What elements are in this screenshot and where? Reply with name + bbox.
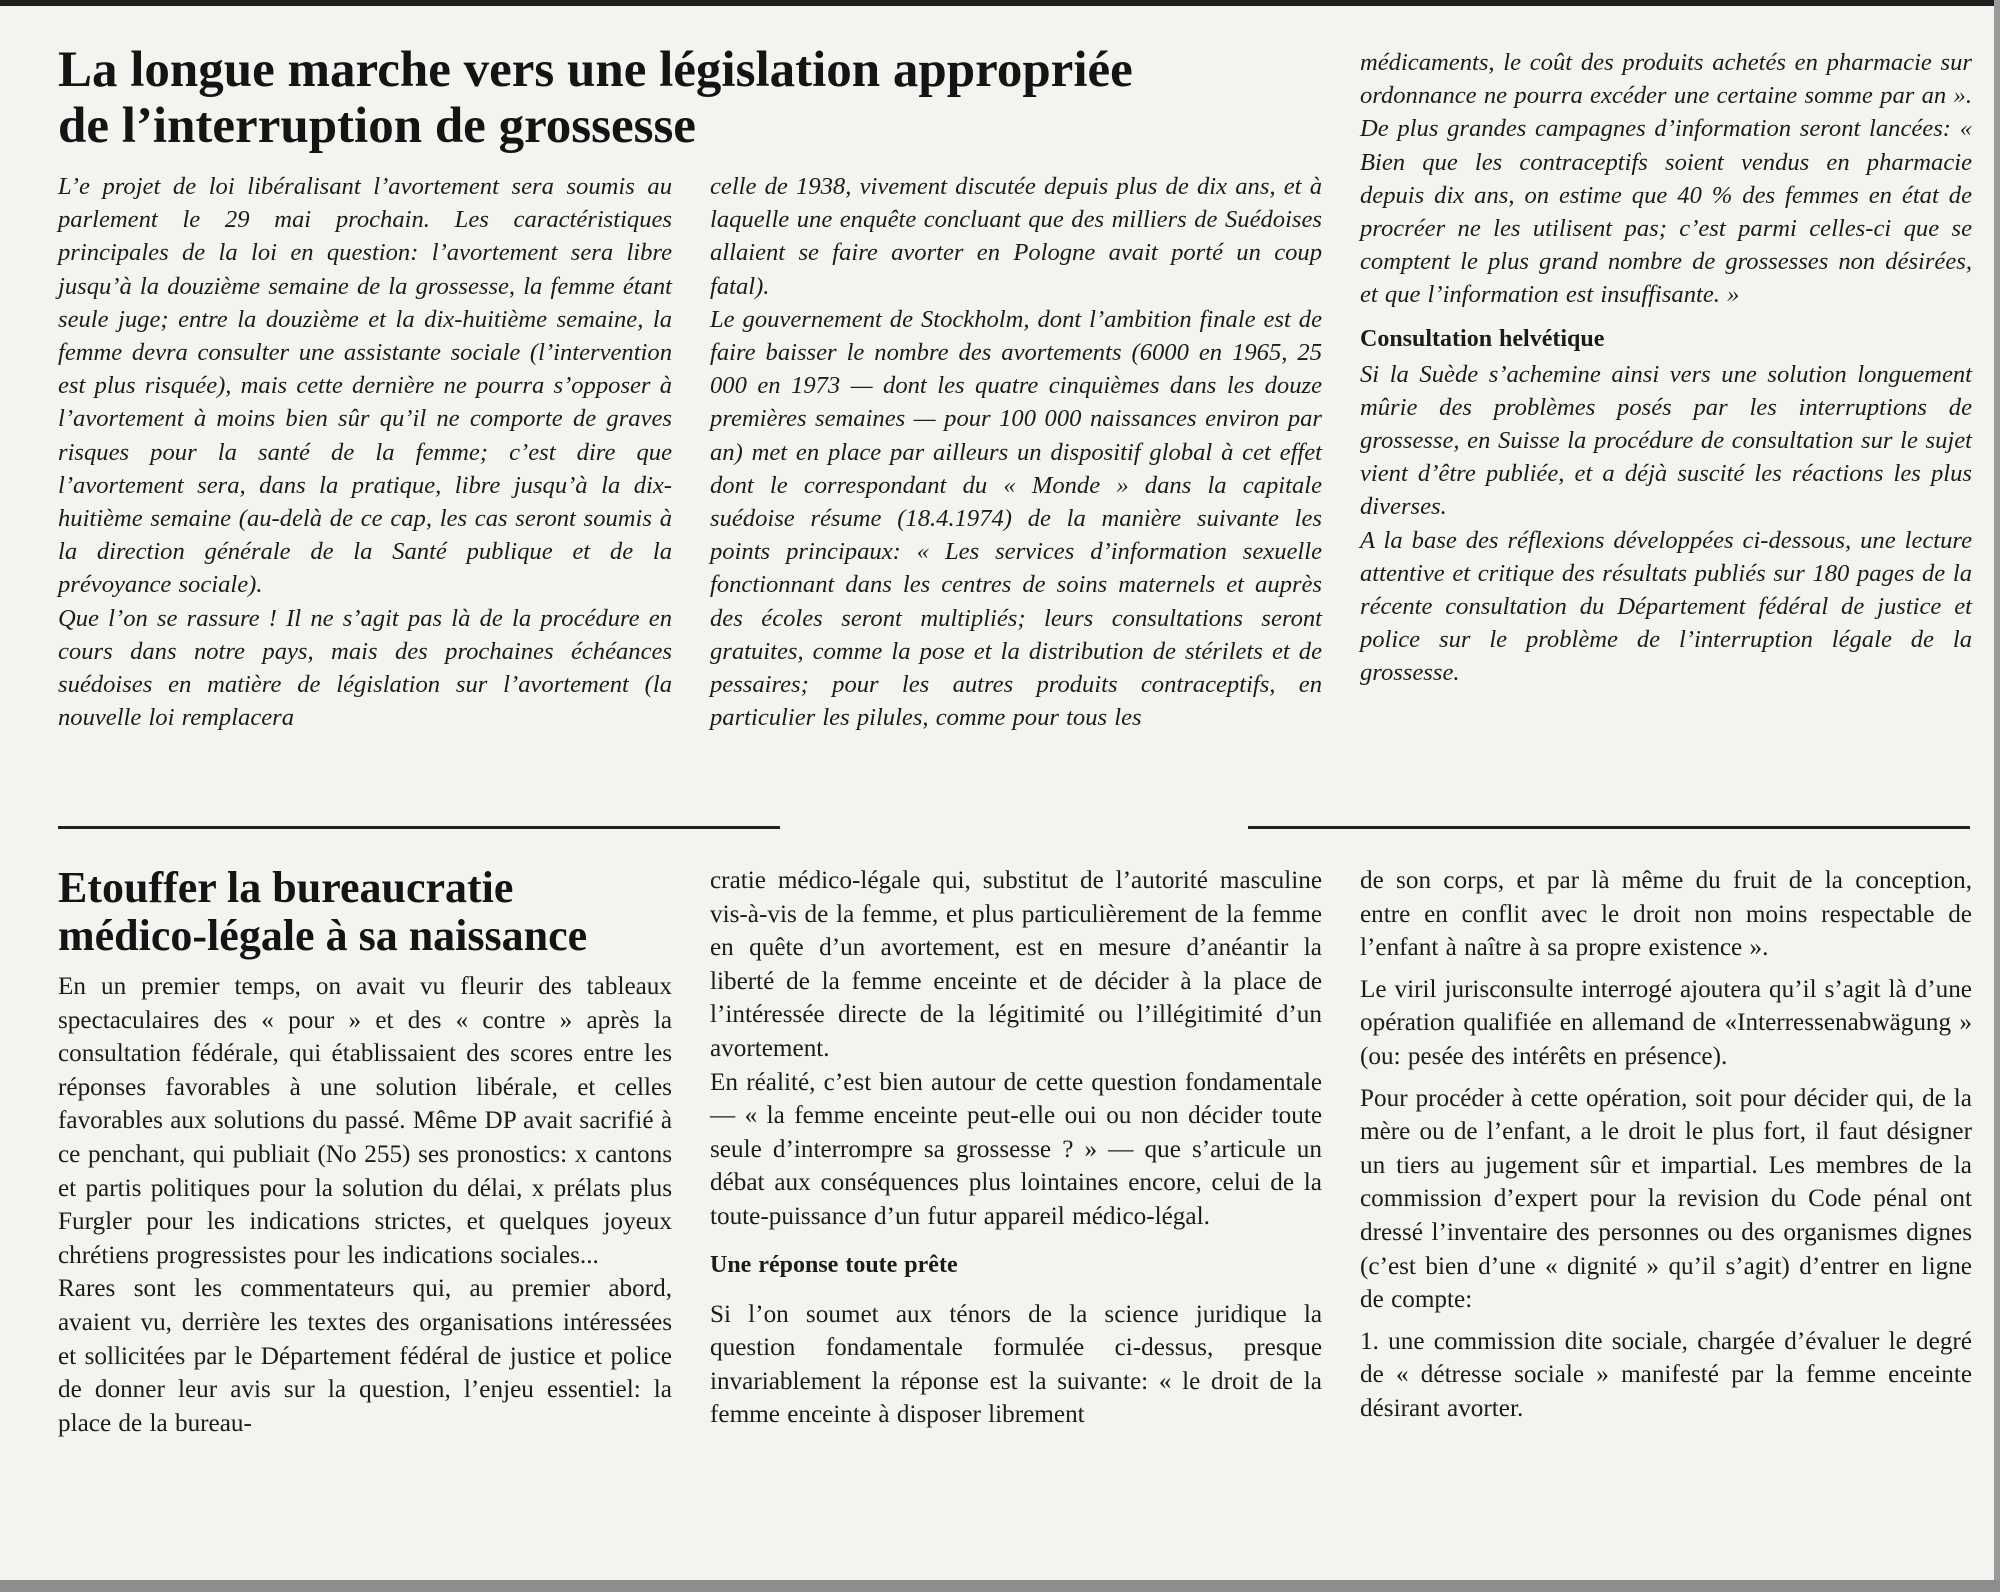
article2-column-2 xyxy=(710,864,1322,1432)
article1-col3-paragraph-1: médicaments, le coût des produits achetés en pharmacie sur ordonnance ne pourra excéder une certaine somme par an ». De plus grandes campagnes d’information seront lancées: « Bien que les contraceptifs soient vendus en pharmacie depuis dix ans, on estime que 40 % des femmes en état de procréer ne les utilisent pas; c’est parmi celles-ci que se comptent le plus grand nombre de grossesses non désirées, et que l’information est insuffisante. » xyxy=(1360,49,1972,309)
article2-col3-paragraph-1: de son corps, et par là même du fruit de la conception, entre en conflit avec le droit non moins respectable de l’enfant à naître à sa propre existence ». xyxy=(1360,867,1972,962)
article2-col1-paragraph-2: Rares sont les commentateurs qui, au premier abord, avaient vu, derrière les textes des organisations intéressées et sollicitées par le Département fédéral de justice et police de donner leur avis sur la question, l’enjeu essentiel: la place de la bureau- xyxy=(58,1275,672,1437)
article2-col1-paragraph-1: En un premier temps, on avait vu fleurir des tableaux spectaculaires des « pour » et des « contre » après la consultation fédérale, qui établissaient des scores entre les réponses favorables à une solution libérale, et celles favorables aux solutions du passé. Même DP avait sacrifié à ce penchant, qui publiait (No 255) ses pronostics: x cantons et partis politiques pour la solution du délai, x prélats plus Furgler pour les indications strictes, et quelques joyeux chrétiens progressistes pour les indications sociales... xyxy=(58,973,672,1269)
article1-col2-paragraph-1: celle de 1938, vivement discutée depuis plus de dix ans, et à laquelle une enquête concluant que des milliers de Suédoises allaient se faire avorter en Pologne avait porté un coup fatal). xyxy=(710,173,1322,300)
article2-title-line2: médico-légale à sa naissance xyxy=(58,911,588,961)
article1-col2-paragraph-2: Le gouvernement de Stockholm, dont l’ambition finale est de faire baisser le nombre des avortements (6000 en 1965, 25 000 en 1973 — dont les quatre cinquièmes dans les douze premières semaines — pour 100 000 naissances environ par an) met en place par ailleurs un dispositif global à cet effet dont le correspondant du « Monde » dans la capitale suédoise résume (18.4.1974) de la manière suivante les points principaux: « Les services d’information sexuelle fonctionnant dans les centres de soins maternels et auprès des écoles seront multipliés; leurs consultations seront gratuites, comme la pose et la distribution de stérilets et de pessaires; pour les autres produits contraceptifs, en particulier les pilules, comme pour tous les xyxy=(710,305,1322,732)
section-divider-right xyxy=(1248,826,1970,829)
article1-col3-paragraph-2: Si la Suède s’achemine ainsi vers une solution longuement mûrie des problèmes posés par les interruptions de grossesse, en Suisse la procédure de consultation sur le sujet vient d’être publiée, et a déjà suscité les réactions les plus diverses. xyxy=(1360,360,1972,521)
article1-col3-paragraph-3: A la base des réflexions développées ci-dessous, une lecture attentive et critique des résultats publiés sur 180 pages de la récente consultation du Département fédéral de justice et police sur le problème de l’interruption légale de la grossesse. xyxy=(1360,526,1972,687)
article2-col3-paragraph-2: Le viril jurisconsulte interrogé ajoutera qu’il s’agit là d’une opération qualifiée en allemand de «Interressenabwägung » (ou: pesée des intérêts en présence). xyxy=(1360,975,1972,1070)
article1-column-3 xyxy=(1360,46,1972,690)
article1-col1-paragraph-1: L’e projet de loi libéralisant l’avortement sera soumis au parlement le 29 mai prochain. Les caractéristiques principales de la loi en question: l’avortement sera libre jusqu’à la douzième semaine de la grossesse, la femme étant seule juge; entre la douzième et la dix-huitième semaine, la femme devra consulter une assistante sociale (l’intervention est plus risquée), mais cette dernière ne pourra s’opposer à l’avortement à moins bien sûr qu’il ne comporte de graves risques pour la santé de la femme; c’est dire que l’avortement sera, dans la pratique, libre jusqu’à la dix-huitième semaine (au-delà de ce cap, les cas seront soumis à la direction générale de la Santé publique et de la prévoyance sociale). xyxy=(58,173,672,599)
article1-title-line1: La longue marche vers une législation appropriée xyxy=(58,42,1133,98)
article2-col2-paragraph-3: Si l’on soumet aux ténors de la science juridique la question fondamentale formulée ci-dessus, presque invariablement la réponse est la suivante: « le droit de la femme enceinte à disposer librement xyxy=(710,1300,1322,1429)
bottom-edge xyxy=(0,1580,2000,1592)
page-edge-shadow xyxy=(1994,0,2000,1592)
article1-column-2 xyxy=(710,170,1322,734)
article2-col2-paragraph-2: En réalité, c’est bien autour de cette question fondamentale — « la femme enceinte peut-elle oui ou non décider toute seule d’interrompre sa grossesse ? » — que s’articule un débat aux conséquences plus lointaines encore, celui de la toute-puissance d’un futur appareil médico-légal. xyxy=(710,1068,1322,1230)
section-divider-left xyxy=(58,826,780,829)
article2-col2-paragraph-1: cratie médico-légale qui, substitut de l’autorité masculine vis-à-vis de la femme, et plus particulièrement de la femme en quête d’un avortement, est en mesure d’anéantir la liberté de la femme enceinte et de décider à la place de l’intéressée directe de la légitimité ou l’illégitimité d’un avortement. xyxy=(710,867,1322,1062)
article1-col1-paragraph-2: Que l’on se rassure ! Il ne s’agit pas là de la procédure en cours dans notre pays, mais des prochaines échéances suédoises en matière de législation sur l’avortement (la nouvelle loi remplacera xyxy=(58,604,672,732)
article2-col3-list-item-1: 1. une commission dite sociale, chargée d’évaluer le degré de « détresse sociale » manifesté par la femme enceinte désirant avorter. xyxy=(1360,1327,1972,1422)
article1-title-line2: de l’interruption de grossesse xyxy=(58,98,696,155)
article2-column-3 xyxy=(1360,864,1972,1426)
top-rule xyxy=(0,0,2000,6)
article2-title-line1: Etouffer la bureaucratie xyxy=(58,863,514,912)
article2-subheading: Une réponse toute prête xyxy=(710,1251,958,1278)
article1-headline xyxy=(58,42,1308,154)
article2-col3-paragraph-3: Pour procéder à cette opération, soit pour décider qui, de la mère ou de l’enfant, a le droit le plus fort, il faut désigner un tiers au jugement sûr et impartial. Les membres de la commission d’expert pour la revision du Code pénal ont dressé l’inventaire des personnes ou des organismes dignes (c’est bien d’une « dignité » qu’il s’agit) d’entrer en ligne de compte: xyxy=(1360,1084,1972,1314)
article1-column-1 xyxy=(58,170,672,734)
article2-column-1 xyxy=(58,970,672,1440)
article2-headline xyxy=(58,864,688,961)
article1-subheading: Consultation helvétique xyxy=(1360,325,1605,352)
